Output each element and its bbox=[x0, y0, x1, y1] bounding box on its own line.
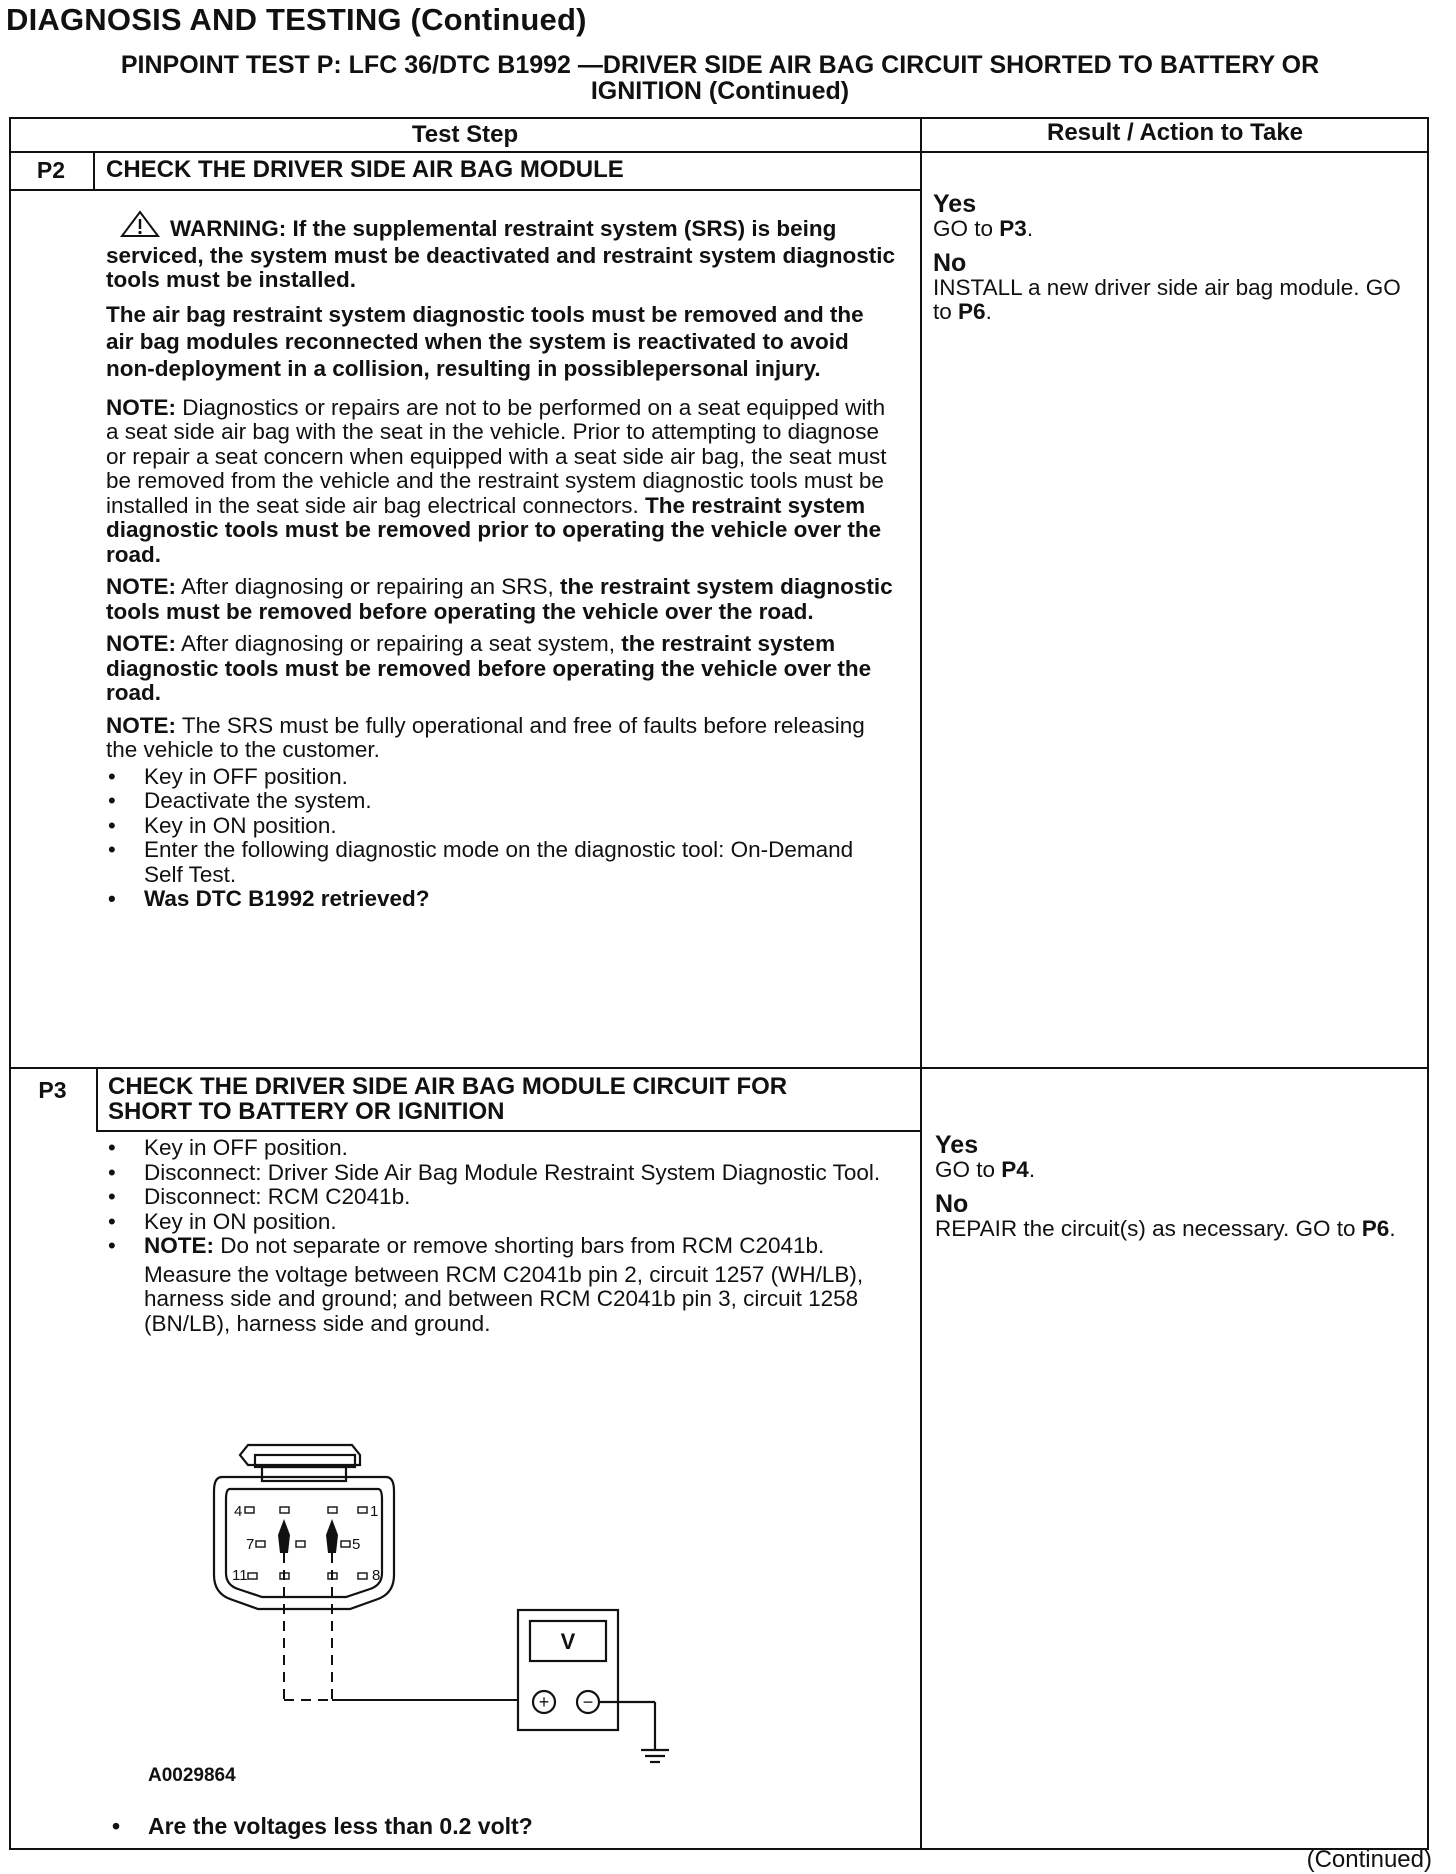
minus-terminal-icon: − bbox=[582, 1692, 594, 1712]
connector-voltmeter-diagram bbox=[200, 1425, 680, 1775]
p3-no-action: REPAIR the circuit(s) as necessary. GO to P6. bbox=[935, 1216, 1396, 1241]
step-title-p2: CHECK THE DRIVER SIDE AIR BAG MODULE bbox=[106, 156, 624, 183]
list-item: • NOTE: Do not separate or remove shorting bars from RCM C2041b. bbox=[106, 1234, 896, 1259]
note-1: NOTE: Diagnostics or repairs are not to be performed on a seat equipped with a seat side air bag with the seat in the vehicle. Prior to attempting to diagnose or repair a seat concern when equipped with a seat side air bag, the seat must be removed from the vehicle and the restraint system diagnostic tools must be installed in the seat side air bag electrical connectors. The restraint system diagnostic tools must be removed prior to operating the vehicle over the road. bbox=[106, 394, 887, 567]
plus-terminal-icon: + bbox=[538, 1692, 550, 1712]
list-item: • Key in ON position. bbox=[106, 814, 896, 839]
pin-label-4: 4 bbox=[234, 1503, 243, 1520]
p3-yes-label: Yes bbox=[935, 1131, 979, 1159]
p3-step-list bbox=[106, 1136, 896, 1259]
note-4: NOTE: The SRS must be fully operational and free of faults before releasing the vehicle to the customer. bbox=[106, 712, 865, 762]
pin-label-11: 11 bbox=[232, 1567, 248, 1584]
p3-id-divider bbox=[96, 1067, 98, 1131]
warning-followup: The air bag restraint system diagnostic tools must be removed and the air bag modules reconnected when the system is reactivated to avoid non-deployment in a collision, resulting in possiblepersonal injury. bbox=[106, 301, 864, 381]
pin-label-8: 8 bbox=[372, 1567, 381, 1584]
note-3: NOTE: After diagnosing or repairing a seat system, the restraint system diagnostic tools must be removed before operating the vehicle over the road. bbox=[106, 631, 872, 705]
pin-label-5: 5 bbox=[352, 1536, 361, 1553]
p3-result bbox=[935, 1133, 1425, 1251]
page-heading: DIAGNOSIS AND TESTING (Continued) bbox=[6, 2, 587, 37]
list-item: • Key in ON position. bbox=[106, 1210, 896, 1235]
column-divider bbox=[920, 117, 922, 1850]
list-item: • Key in OFF position. bbox=[106, 1136, 896, 1161]
pinpoint-test-title bbox=[20, 52, 1420, 104]
step-id-p3: P3 bbox=[38, 1077, 67, 1103]
p3-content bbox=[106, 1136, 896, 1336]
note-2: NOTE: After diagnosing or repairing an SRS, the restraint system diagnostic tools must be removed before operating the vehicle over the road. bbox=[106, 574, 893, 624]
list-item: • Disconnect: RCM C2041b. bbox=[106, 1185, 896, 1210]
list-item: • Deactivate the system. bbox=[106, 789, 896, 814]
pin-label-1: 1 bbox=[370, 1503, 379, 1520]
step-id-p2: P2 bbox=[36, 157, 66, 183]
p2-no-action: INSTALL a new driver side air bag module. GO to P6. bbox=[933, 275, 1401, 324]
list-item: • Disconnect: Driver Side Air Bag Module Restraint System Diagnostic Tool. bbox=[106, 1161, 896, 1186]
p3-title-rule bbox=[96, 1130, 921, 1132]
test-title-line1: PINPOINT TEST P: LFC 36/DTC B1992 —DRIVER SIDE AIR BAG CIRCUIT SHORTED TO BATTERY OR bbox=[120, 51, 1320, 79]
warning-block bbox=[106, 210, 896, 293]
p3-no-label: No bbox=[935, 1190, 969, 1218]
step-title-p3: CHECK THE DRIVER SIDE AIR BAG MODULE CIRCUIT FOR SHORT TO BATTERY OR IGNITION bbox=[108, 1073, 788, 1125]
p2-yes-action: GO to P3. bbox=[933, 216, 1034, 241]
row-divider bbox=[9, 1067, 1429, 1069]
list-item: • Key in OFF position. bbox=[106, 765, 896, 790]
pin-label-7: 7 bbox=[246, 1536, 255, 1553]
continued-footer: (Continued) bbox=[1306, 1846, 1432, 1873]
header-test-step: Test Step bbox=[411, 121, 519, 148]
warning-text: WARNING: If the supplemental restraint system (SRS) is being serviced, the system must be deactivated and restraint system diagnostic tools must be installed. bbox=[106, 216, 896, 292]
measure-instruction: Measure the voltage between RCM C2041b pin 2, circuit 1257 (WH/LB), harness side and ground; and between RCM C2041b pin 3, circuit 1258 (BN/LB), harness side and ground. bbox=[144, 1261, 864, 1336]
p2-result bbox=[933, 192, 1423, 334]
test-title-line2: IGNITION (Continued) bbox=[590, 77, 850, 105]
p3-question: • Are the voltages less than 0.2 volt? bbox=[106, 1813, 533, 1840]
voltmeter-label: V bbox=[560, 1629, 576, 1654]
header-rule bbox=[9, 151, 1429, 153]
list-item: • Enter the following diagnostic mode on the diagnostic tool: On-Demand Self Test. bbox=[106, 838, 896, 887]
p3-yes-action: GO to P4. bbox=[935, 1157, 1036, 1182]
p2-yes-label: Yes bbox=[933, 190, 977, 218]
p2-id-divider bbox=[93, 151, 95, 190]
p2-step-list bbox=[106, 765, 896, 912]
warning-icon bbox=[120, 210, 160, 244]
p2-no-label: No bbox=[933, 249, 967, 277]
figure-id: A0029864 bbox=[148, 1765, 236, 1786]
p2-title-rule bbox=[9, 189, 921, 191]
p2-question: • Was DTC B1992 retrieved? bbox=[106, 887, 896, 912]
p2-content bbox=[106, 210, 896, 912]
header-result: Result / Action to Take bbox=[1046, 119, 1304, 146]
